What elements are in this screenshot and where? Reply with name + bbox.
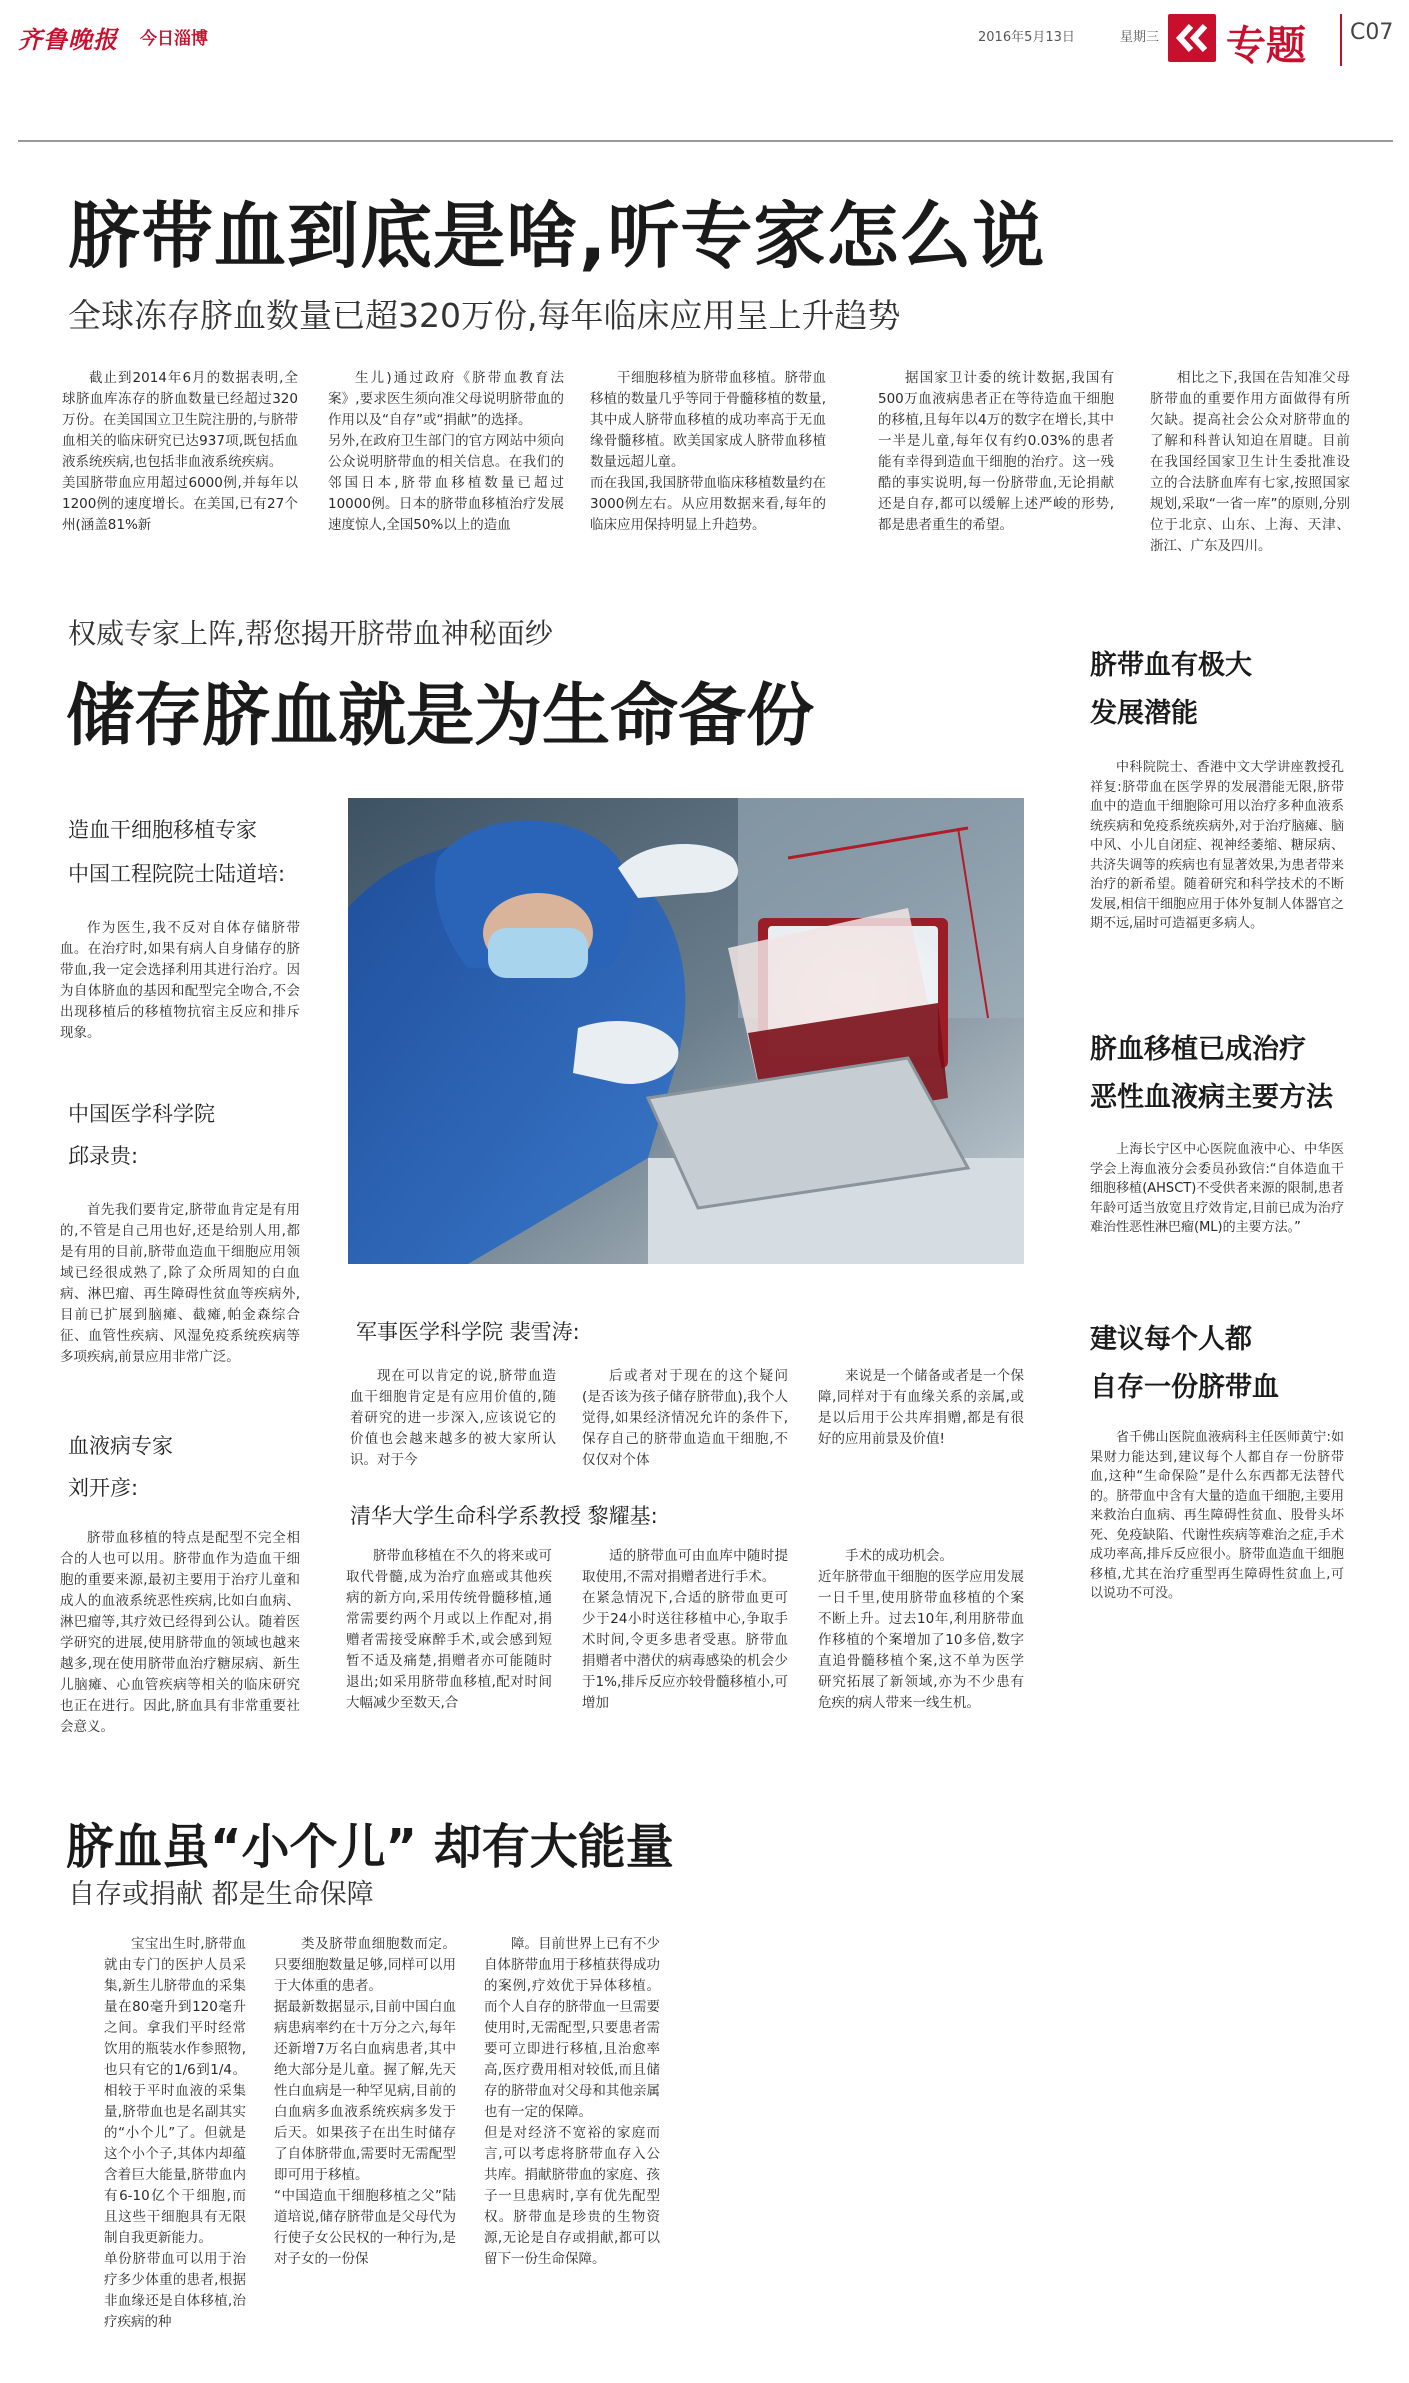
sidebar2-headline-line-2: 恶性血液病主要方法 (1090, 1082, 1333, 1113)
sidebar2-headline (1090, 1026, 1333, 1122)
expert2-text: 首先我们要肯定,脐带血肯定是有用的,不管是自己用也好,还是给别人用,都是有用的目前,脐带血造血干细胞应用领域已经很成熟了,除了众所周知的白血病、淋巴瘤、再生障碍性贫血等疾病外,目前已扩展到脑瘫、截瘫,帕金森综合征、血管性疾病、风湿免疫系统疾病等多项疾病,前景应用非常广泛。 (60, 1202, 300, 1365)
double-chevron-icon (1168, 14, 1216, 62)
li-column-3: 手术的成功机会。 近年脐带血干细胞的医学应用发展一日千里,使用脐带血移植的个案不断上升。过去10年,利用脐带血作移植的个案增加了10多倍,数字直追骨髓移植个案,这不单为医学研究拓展了新领域,亦为不少患有危疾的病人带来一线生机。 (818, 1548, 1024, 1711)
sidebar3-headline-line-2: 自存一份脐带血 (1090, 1372, 1279, 1403)
expert3-name: 刘开彦: (68, 1476, 139, 1500)
section-label: 专题 (1226, 23, 1306, 69)
sidebar1-headline-line-1: 脐带血有极大 (1090, 650, 1252, 681)
sidebar3-text: 省千佛山医院血液病科主任医师黄宁:如果财力能达到,建议每个人都自存一份脐带血,这种“生命保险”是什么东西都无法替代的。脐带血中含有大量的造血干细胞,主要用来救治白血病、再生障碍性贫血、股骨头坏死、免疫缺陷、代谢性疾病等难治之症,手术成功率高,排斥反应很小。脐带血造血干细胞移植,尤其在治疗重型再生障碍性贫血上,可以说功不可没。 (1090, 1430, 1344, 1601)
expert2-title: 中国医学科学院 (68, 1102, 215, 1126)
newspaper-masthead: 齐鲁晚报 (18, 25, 118, 54)
page-number: C07 (1350, 20, 1394, 45)
story3-column-2: 类及脐带血细胞数而定。只要细胞数量足够,同样可以用于大体重的患者。 据最新数据显示,目前中国白血病患病率约在十万分之六,每年还新增7万名白血病患者,其中绝大部分是儿童。握了解,先天性白血病是一种罕见病,目前的白血病多血液系统疾病多发于后天。如果孩子在出生时储存了自体脐带血,需要时无需配型即可用于移植。 “中国造血干细胞移植之父”陆道培说,储存脐带血是父母代为行使子女公民权的一种行为,是对子女的一份保 (274, 1936, 456, 2267)
issue-weekday: 星期三 (1120, 30, 1160, 45)
expert1-name: 中国工程院院士陆道培: (68, 862, 286, 886)
story2-headline: 储存脐血就是为生命备份 (66, 677, 815, 756)
sidebar3-headline (1090, 1316, 1279, 1412)
story3-headline: 脐血虽“小个儿” 却有大能量 (66, 1819, 674, 1875)
sidebar1-headline-line-2: 发展潜能 (1090, 698, 1198, 729)
story1-column-4: 据国家卫计委的统计数据,我国有500万血液病患者正在等待造血干细胞的移植,且每年以4万的数字在增长,其中一半是儿童,每年仅有约0.03%的患者能有幸得到造血干细胞的治疗。这一残酷的事实说明,每一份脐带血,无论捐献还是自存,都可以缓解上述严峻的形势,都是患者重生的希望。 (878, 370, 1114, 533)
sidebar3-headline-line-1: 建议每个人都 (1090, 1324, 1252, 1355)
lab-technician-photo (348, 798, 1024, 1264)
expert3-title: 血液病专家 (68, 1434, 173, 1458)
issue-date: 2016年5月13日 (978, 30, 1075, 45)
li-column-1: 脐带血移植在不久的将来或可取代骨髓,成为治疗血癌或其他疾病的新方向,采用传统骨髓移植,通常需要约两个月或以上作配对,捐赠者需接受麻醉手术,或会感到短暂不适及痛楚,捐赠者亦可能随时退出;如采用脐带血移植,配对时间大幅减少至数天,合 (346, 1548, 552, 1711)
story3-subheadline: 自存或捐献 都是生命保障 (68, 1879, 374, 1910)
expert3-text: 脐带血移植的特点是配型不完全相合的人也可以用。脐带血作为造血干细胞的重要来源,最初主要用于治疗儿童和成人的血液系统恶性疾病,比如白血病、淋巴瘤等,其疗效已经得到公认。随着医学研究的进展,使用脐带血的领域也越来越多,现在使用脐带血治疗糖尿病、新生儿脑瘫、心血管疾病等相关的临床研究也正在进行。因此,脐血具有非常重要社会意义。 (60, 1530, 300, 1735)
sidebar2-text: 上海长宁区中心医院血液中心、中华医学会上海血液分会委员孙致信:“自体造血干细胞移植(AHSCT)不受供者来源的限制,患者年龄可适当放宽且疗效肯定,目前已成为治疗难治性恶性淋巴瘤(ML)的主要方法。” (1090, 1142, 1344, 1235)
li-column-2: 适的脐带血可由血库中随时提取使用,不需对捐赠者进行手术。 在紧急情况下,合适的脐带血更可少于24小时送往移植中心,争取手术时间,令更多患者受惠。脐带血捐赠者中潜伏的病毒感染的机会少于1%,排斥反应亦较骨髓移植小,可增加 (582, 1548, 788, 1711)
story1-subheadline: 全球冻存脐血数量已超320万份,每年临床应用呈上升趋势 (68, 296, 901, 335)
section-divider (1340, 14, 1342, 66)
pei-column-1: 现在可以肯定的说,脐带血造血干细胞肯定是有应用价值的,随着研究的进一步深入,应该说它的价值也会越来越多的被大家所认识。对于今 (350, 1368, 556, 1468)
sidebar2-headline-line-1: 脐血移植已成治疗 (1090, 1034, 1306, 1065)
pei-column-3: 来说是一个储备或者是一个保障,同样对于有血缘关系的亲属,或是以后用于公共库捐赠,都是有很好的应用前景及价值! (818, 1368, 1024, 1447)
pei-column-2: 后或者对于现在的这个疑问(是否该为孩子储存脐带血),我个人觉得,如果经济情况允许的条件下,保存自己的脐带血造血干细胞,不仅仅对个体 (582, 1368, 788, 1468)
story1-column-3: 干细胞移植为脐带血移植。脐带血移植的数量几乎等同于骨髓移植的数量,其中成人脐带血移植的成功率高于无血缘骨髓移植。欧美国家成人脐带血移植数量远超儿童。 而在我国,我国脐带血临床移植数量约在3000例左右。从应用数据来看,每年的临床应用保持明显上升趋势。 (590, 370, 826, 533)
expert1-title: 造血干细胞移植专家 (68, 818, 257, 842)
story1-column-2: 生儿)通过政府《脐带血教育法案》,要求医生须向准父母说明脐带血的作用以及“自存”或“捐献”的选择。 另外,在政府卫生部门的官方网站中须向公众说明脐带血的相关信息。在我们的邻国日本,脐带血移植数量已超过10000例。日本的脐带血移植治疗发展速度惊人,全国50%以上的造血 (328, 370, 564, 533)
sidebar1-text: 中科院院士、香港中文大学讲座教授孔祥复:脐带血在医学界的发展潜能无限,脐带血中的造血干细胞除可用以治疗多种血液系统疾病和免疫系统疾病外,对于治疗脑瘫、脑中风、小儿自闭症、视神经萎缩、糖尿病、共济失调等的疾病也有显著效果,为患者带来治疗的新希望。随着研究和科学技术的不断发展,相信干细胞应用于体外复制人体器官之期不远,届时可造福更多病人。 (1090, 760, 1344, 931)
story3-column-3: 障。目前世界上已有不少自体脐带血用于移植获得成功的案例,疗效优于异体移植。而个人自存的脐带血一旦需要使用时,无需配型,只要患者需要可立即进行移植,且治愈率高,医疗费用相对较低,而且储存的脐带血对父母和其他亲属也有一定的保障。 但是对经济不宽裕的家庭而言,可以考虑将脐带血存入公共库。捐献脐带血的家庭、孩子一旦患病时,享有优先配型权。脐带血是珍贵的生物资源,无论是自存或捐献,都可以留下一份生命保障。 (484, 1936, 660, 2267)
story1-column-5: 相比之下,我国在告知准父母脐带血的重要作用方面做得有所欠缺。提高社会公众对脐带血的了解和科普认知迫在眉睫。目前在我国经国家卫生计生委批准设立的合法脐血库有七家,按照国家规划,采取“一省一库”的原则,分别位于北京、山东、上海、天津、浙江、广东及四川。 (1150, 370, 1350, 554)
story3-column-1: 宝宝出生时,脐带血就由专门的医护人员采集,新生儿脐带血的采集量在80毫升到120毫升之间。拿我们平时经常饮用的瓶装水作参照物,也只有它的1/6到1/4。相较于平时血液的采集量,脐带血也是名副其实的“小个儿”了。但就是这个小个子,其体内却蕴含着巨大能量,脐带血内有6-10亿个干细胞,而且这些干细胞具有无限制自我更新能力。 单份脐带血可以用于治疗多少体重的患者,根据非血缘还是自体移植,治疗疾病的种 (104, 1936, 246, 2330)
story1-headline: 脐带血到底是啥,听专家怎么说 (68, 194, 1046, 278)
story1-column-1: 截止到2014年6月的数据表明,全球脐血库冻存的脐血数量已经超过320万份。在美国国立卫生院注册的,与脐带血相关的临床研究已达937项,既包括血液系统疾病,也包括非血液系统疾病。 美国脐带血应用超过6000例,并每年以1200例的速度增长。在美国,已有27个州(涵盖81%新 (62, 370, 298, 533)
sidebar1-headline (1090, 642, 1252, 738)
edition-label: 今日淄博 (140, 29, 208, 49)
header-rule (18, 140, 1393, 142)
li-byline: 清华大学生命科学系教授 黎耀基: (350, 1504, 658, 1528)
expert2-name: 邱录贵: (68, 1144, 139, 1168)
pei-byline: 军事医学科学院 裴雪涛: (356, 1320, 580, 1344)
expert1-text: 作为医生,我不反对自体存储脐带血。在治疗时,如果有病人自身储存的脐带血,我一定会选择利用其进行治疗。因为自体脐血的基因和配型完全吻合,不会出现移植后的移植物抗宿主反应和排斥现象。 (60, 920, 300, 1041)
story2-kicker: 权威专家上阵,帮您揭开脐带血神秘面纱 (68, 617, 553, 650)
